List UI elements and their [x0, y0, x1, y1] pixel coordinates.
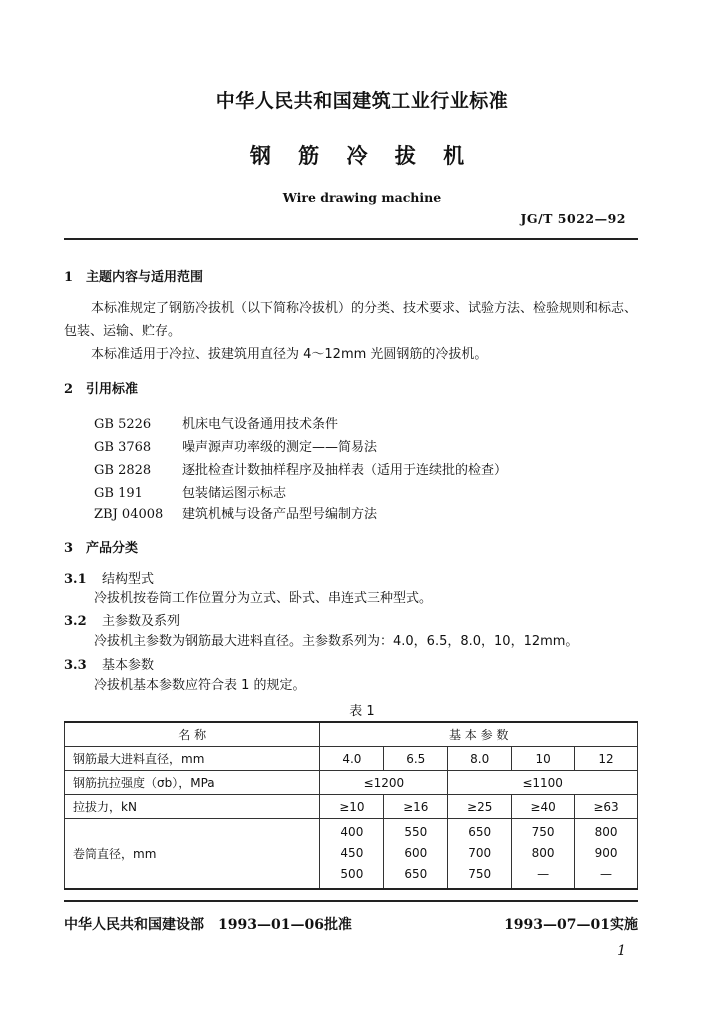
footer-divider [64, 900, 638, 902]
section-title: 产品分类 [86, 541, 139, 556]
table-cell: 8.0 [448, 747, 512, 771]
table-cell: 12 [575, 747, 638, 771]
reference-item [94, 459, 507, 478]
table-caption: 表 1 [349, 704, 375, 719]
table-header-row [65, 722, 638, 747]
table-cell [384, 819, 448, 890]
subsection-3-2-text: 冷拔机主参数为钢筋最大进料直径。主参数系列为：4.0，6.5，8.0，10，12mm。 [94, 634, 579, 649]
row-label: 拉拔力，kN [65, 795, 320, 819]
section-1-paragraph-1: 本标准规定了钢筋冷拔机（以下简称冷拔机）的分类、技术要求、试验方法、检验规则和标志、包装、运输、贮存。 [64, 301, 638, 339]
reference-title: 包装储运图示标志 [182, 486, 287, 501]
subsection-title: 基本参数 [102, 658, 155, 673]
subsection-3-1-text: 冷拔机按卷筒工作位置分为立式、卧式、串连式三种型式。 [94, 591, 433, 606]
table-cell [448, 819, 512, 890]
subsection-3-3-heading [64, 654, 154, 673]
document-title-english: Wire drawing machine [282, 190, 442, 205]
cell-value: 800 [531, 846, 555, 860]
standard-code: JG/T 5022—92 [520, 211, 626, 226]
table-row [65, 795, 638, 819]
subsection-title: 结构型式 [102, 572, 155, 587]
reference-item [94, 503, 377, 522]
table-cell: ≤1100 [448, 771, 638, 795]
cell-value: 500 [340, 867, 364, 881]
subsection-number: 3.2 [64, 614, 87, 629]
section-number: 2 [64, 382, 74, 397]
table-row [65, 771, 638, 795]
table-cell: ≥16 [384, 795, 448, 819]
section-1-heading [64, 266, 203, 285]
subsection-3-1-heading [64, 568, 154, 587]
reference-title: 噪声源声功率级的测定——简易法 [182, 440, 378, 455]
reference-title: 建筑机械与设备产品型号编制方法 [182, 507, 378, 522]
row-label: 钢筋抗拉强度（σb），MPa [65, 771, 320, 795]
implementation-label: 实施 [610, 917, 638, 933]
cell-value: — [600, 867, 613, 881]
reference-code: GB 3768 [94, 440, 152, 455]
subsection-3-3-text: 冷拔机基本参数应符合表 1 的规定。 [94, 678, 306, 693]
subsection-title: 主参数及系列 [102, 614, 181, 629]
cell-value: 550 [404, 825, 428, 839]
table-cell: 4.0 [320, 747, 384, 771]
document-title: 钢 筋 冷 拔 机 [249, 144, 475, 168]
section-title: 引用标准 [86, 382, 139, 397]
table-cell [320, 819, 384, 890]
page-number: 1 [617, 943, 626, 959]
header-divider [64, 238, 638, 240]
reference-item [94, 436, 377, 455]
reference-item [94, 482, 286, 501]
cell-value: 650 [468, 825, 492, 839]
cell-value: — [537, 867, 550, 881]
table-cell [512, 819, 575, 890]
cell-value: 700 [468, 846, 492, 860]
section-number: 1 [64, 270, 74, 285]
reference-item [94, 413, 338, 432]
table-header-name: 名 称 [65, 722, 320, 747]
cell-value: 750 [531, 825, 555, 839]
implementation-date: 1993—07—01 [504, 917, 610, 933]
cell-value: 750 [468, 867, 492, 881]
table-cell: 6.5 [384, 747, 448, 771]
table-cell: ≥10 [320, 795, 384, 819]
section-3-heading [64, 537, 138, 556]
reference-title: 逐批检查计数抽样程序及抽样表（适用于连续批的检查） [182, 463, 508, 478]
reference-title: 机床电气设备通用技术条件 [182, 417, 339, 432]
reference-code: GB 191 [94, 486, 143, 501]
reference-code: GB 5226 [94, 417, 152, 432]
table-cell: ≤1200 [320, 771, 448, 795]
row-label: 钢筋最大进料直径，mm [65, 747, 320, 771]
table-cell: ≥63 [575, 795, 638, 819]
table-cell: ≥40 [512, 795, 575, 819]
cell-value: 650 [404, 867, 428, 881]
cell-value: 600 [404, 846, 428, 860]
row-label: 卷筒直径，mm [65, 819, 320, 890]
cell-value: 800 [594, 825, 618, 839]
table-cell: ≥25 [448, 795, 512, 819]
approval-label: 批准 [323, 917, 352, 933]
reference-code: ZBJ 04008 [94, 507, 164, 522]
approving-authority: 中华人民共和国建设部 [64, 917, 204, 933]
section-title: 主题内容与适用范围 [86, 270, 204, 285]
implementation-line [504, 914, 638, 934]
table-row [65, 747, 638, 771]
section-number: 3 [64, 541, 74, 556]
table-cell [575, 819, 638, 890]
issuing-authority: 中华人民共和国建筑工业行业标准 [215, 90, 509, 112]
approval-date: 1993—01—06 [218, 917, 324, 933]
cell-value: 450 [340, 846, 364, 860]
subsection-number: 3.3 [64, 658, 87, 673]
cell-value: 900 [594, 846, 618, 860]
cell-value: 400 [340, 825, 364, 839]
section-2-heading [64, 378, 138, 397]
section-1-paragraph-2: 本标准适用于冷拉、拔建筑用直径为 4～12mm 光圆钢筋的冷拔机。 [91, 347, 488, 362]
subsection-number: 3.1 [64, 572, 87, 587]
table-header-params: 基 本 参 数 [320, 722, 638, 747]
reference-code: GB 2828 [94, 463, 152, 478]
basic-parameters-table [64, 721, 638, 890]
table-row [65, 819, 638, 890]
subsection-3-2-heading [64, 610, 180, 629]
approval-line [64, 914, 352, 934]
table-cell: 10 [512, 747, 575, 771]
